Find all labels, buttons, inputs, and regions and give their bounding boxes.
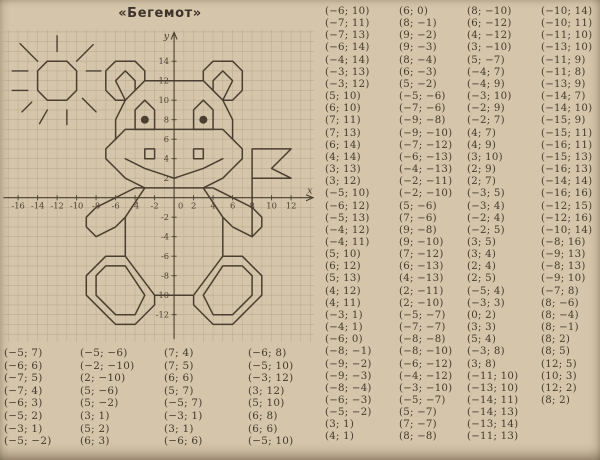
- coordinate-pair: (3; 12): [325, 176, 361, 188]
- sun-ray: [20, 44, 38, 62]
- sun-ray: [40, 110, 48, 124]
- coordinate-pair: (−8; 16): [541, 236, 586, 248]
- coordinate-pair: (9; −2): [399, 30, 437, 42]
- right-coord-column-2: [396, 6, 464, 444]
- coordinate-pair: (−5; −7): [399, 309, 446, 321]
- coordinate-pair: (−10; 11): [541, 18, 593, 30]
- coordinate-pair: (3; 12): [248, 384, 285, 397]
- coordinate-pair: (−14; 14): [541, 176, 593, 188]
- coordinate-pair: (3; 10): [467, 151, 503, 163]
- coordinate-pair: (−3; 3): [467, 297, 505, 309]
- x-tick-label: -2: [150, 200, 159, 211]
- coordinate-pair: (−6; 8): [248, 347, 287, 359]
- x-tick-label: 10: [266, 200, 277, 211]
- coordinate-pair: (8; −1): [399, 18, 437, 30]
- coordinate-pair: (8; −6): [541, 297, 579, 309]
- coordinate-pair: (−13; 10): [541, 42, 593, 54]
- coordinate-pair: (5; −2): [399, 78, 437, 90]
- coordinate-pair: (3; 1): [80, 409, 110, 422]
- coordinate-pair: (−8; 13): [541, 261, 586, 273]
- bottom-coord-column-4: [245, 347, 321, 448]
- y-axis-letter: y: [163, 30, 170, 42]
- coordinate-pair: (−9; −8): [399, 115, 446, 127]
- coordinate-pair: (2; −10): [80, 372, 126, 385]
- x-tick-label: -14: [30, 200, 45, 211]
- coordinate-pair: (−2; 9): [467, 103, 505, 115]
- coordinate-pair: (−11; 10): [541, 30, 593, 42]
- coordinate-pair: (3; 8): [467, 358, 497, 370]
- coordinate-pair: (3; 5): [467, 236, 497, 248]
- x-axis-letter: x: [307, 185, 313, 197]
- coordinate-pair: (4; −13): [399, 273, 444, 285]
- coordinate-pair: (−4; 11): [325, 236, 370, 248]
- coordinate-pair: (−6; 6): [164, 435, 203, 448]
- coordinate-pair: (−3; 5): [467, 188, 505, 200]
- coordinate-pair: (−7; 11): [325, 18, 370, 30]
- coordinate-pair: (5; 7): [164, 384, 194, 397]
- coordinate-pair: (8; 5): [541, 346, 571, 358]
- coordinate-pair: (4; 1): [325, 431, 355, 443]
- coordinate-pair: (−6; 3): [4, 397, 43, 410]
- coordinate-pair: (−3; 12): [248, 372, 294, 385]
- coordinate-pair: (5; 10): [325, 91, 361, 103]
- coordinate-pair: (7; −7): [399, 419, 437, 431]
- coordinate-pair: (8; −10): [467, 6, 512, 17]
- right-nostril: [194, 149, 204, 159]
- coordinate-pair: (−8; −4): [325, 382, 372, 394]
- coordinate-pair: (−5; 2): [4, 409, 43, 422]
- y-tick-label: -10: [155, 290, 170, 301]
- coordinate-pair: (7; −12): [399, 249, 444, 261]
- coordinate-pair: (7; 13): [325, 127, 361, 139]
- y-tick-label: -12: [155, 309, 170, 320]
- coordinate-pair: (−12; 15): [541, 200, 593, 212]
- coordinate-pair: (6; 0): [399, 6, 429, 17]
- coordinate-pair: (−15; 11): [541, 127, 593, 139]
- coordinate-pair: (−3; 13): [325, 66, 370, 78]
- coordinate-pair: (−15; 9): [541, 115, 586, 127]
- coordinate-pair: (7; 4): [164, 347, 194, 359]
- coordinate-pair: (−7; 4): [4, 384, 43, 397]
- coordinate-pair: (6; 6): [164, 372, 194, 385]
- coordinate-pair: (−5; −7): [399, 395, 446, 406]
- coordinate-pair: (4; 7): [467, 127, 497, 139]
- coordinate-pair: (−5; 7): [4, 347, 43, 359]
- coordinate-pair: (−7; −12): [399, 139, 453, 151]
- coordinate-pair: (8; −4): [399, 54, 437, 66]
- y-tick-label: -2: [160, 212, 170, 223]
- coordinate-pair: (6; −12): [467, 18, 512, 30]
- coordinate-pair: (−2; 4): [467, 212, 505, 224]
- coordinate-pair: (−5; −6): [399, 91, 446, 103]
- coordinate-pair: (−5; 10): [248, 435, 294, 448]
- x-tick-label: -16: [11, 200, 25, 211]
- coordinate-pair: (9; −8): [399, 224, 437, 236]
- coordinate-pair: (−3; 10): [467, 91, 512, 103]
- coordinate-pair: (−6; 6): [4, 359, 43, 372]
- x-tick-label: -6: [111, 200, 120, 211]
- coordinate-pair: (−9; −2): [325, 358, 372, 370]
- coordinate-grid-figure: [2, 30, 314, 342]
- origin-label: 0: [177, 200, 184, 211]
- right-coord-column-4: [538, 6, 598, 444]
- coordinate-pair: (6; 14): [325, 139, 361, 151]
- coordinate-pair: (−3; 1): [325, 309, 363, 321]
- coordinate-pair: (2; −10): [399, 297, 444, 309]
- page-title: «Бегемот»: [118, 6, 202, 21]
- coordinate-pair: (3; 13): [325, 164, 361, 176]
- coordinate-pair: (6; 12): [325, 261, 361, 273]
- coordinate-pair: (5; −2): [80, 397, 119, 410]
- coordinate-pair: (4; −12): [467, 30, 512, 42]
- pupil-dot: [199, 116, 207, 124]
- right-coord-column-1: [322, 6, 396, 444]
- coordinate-pair: (−5; −2): [325, 407, 372, 419]
- coordinate-pair: (−6; 10): [325, 6, 370, 17]
- bottom-coord-column-1: [1, 347, 77, 448]
- y-tick-label: 8: [163, 114, 170, 125]
- coordinate-pair: (5; 10): [248, 397, 285, 410]
- coordinate-pair: (4; 9): [467, 139, 497, 151]
- y-tick-label: -4: [160, 231, 170, 242]
- coordinate-pair: (−2; −10): [399, 188, 453, 200]
- left-nostril: [145, 149, 155, 159]
- coordinate-pair: (−2; −10): [80, 359, 135, 372]
- coordinate-pair: (6; −13): [399, 261, 444, 273]
- coordinate-pair: (−14; 10): [541, 103, 593, 115]
- coordinate-pair: (2; −11): [399, 285, 444, 297]
- coordinate-pair: (−16; 11): [541, 139, 593, 151]
- coordinate-pair: (6; 6): [248, 422, 278, 435]
- coordinate-pair: (−3; 12): [325, 78, 370, 90]
- coordinate-pair: (5; 13): [325, 273, 361, 285]
- coordinate-pair: (−3; 8): [467, 346, 505, 358]
- coordinate-pair: (−5; 13): [325, 212, 370, 224]
- coordinate-pair: (−4; 7): [467, 66, 505, 78]
- coordinate-pair: (−7; −7): [399, 322, 446, 334]
- coordinate-pair: (5; 10): [325, 249, 361, 261]
- coordinate-pair: (−4; 14): [325, 54, 370, 66]
- coordinate-pair: (−7; 8): [541, 285, 579, 297]
- coordinate-pair: (8; −8): [399, 431, 437, 443]
- coordinate-pair: (8; −4): [541, 309, 579, 321]
- coordinate-pair: (3; 1): [164, 422, 194, 435]
- coordinate-pair: (−10; 14): [541, 224, 593, 236]
- coordinate-pair: (−7; 5): [4, 372, 43, 385]
- coordinate-pair: (−2; 5): [467, 224, 505, 236]
- coordinate-pair: (−4; −13): [399, 164, 453, 176]
- coordinate-pair: (−2; −11): [399, 176, 453, 188]
- x-tick-label: 8: [249, 200, 255, 211]
- coordinate-pair: (−7; −6): [399, 103, 446, 115]
- coordinate-pair: (−5; 4): [467, 285, 505, 297]
- coordinate-pair: (2; 5): [467, 273, 497, 285]
- bottom-coord-column-3: [161, 347, 245, 448]
- coordinate-pair: (6; −3): [399, 66, 437, 78]
- coordinate-pair: (−9; 10): [541, 273, 586, 285]
- coordinate-pair: (−3; 4): [467, 200, 505, 212]
- x-tick-label: -10: [69, 200, 84, 211]
- coordinate-pair: (7; 5): [164, 359, 194, 372]
- y-tick-label: 6: [163, 134, 170, 145]
- coordinate-pair: (−6; 14): [325, 42, 370, 54]
- coordinate-pair: (−9; −10): [399, 127, 453, 139]
- coordinate-pair: (12; 2): [541, 382, 577, 394]
- coordinate-pair: (−5; −6): [80, 347, 128, 359]
- coordinate-pair: (−3; −10): [399, 382, 453, 394]
- bottom-coordinate-block: [1, 347, 321, 448]
- right-coordinate-block: [322, 6, 600, 444]
- coordinate-pair: (−12; 16): [541, 212, 593, 224]
- coordinate-pair: (5; 2): [80, 422, 110, 435]
- coordinate-pair: (0; 2): [467, 309, 497, 321]
- coordinate-pair: (−8; −10): [399, 346, 453, 358]
- coordinate-pair: (4; 11): [325, 297, 361, 309]
- coordinate-pair: (2; 7): [467, 176, 497, 188]
- coordinate-pair: (−14; 13): [467, 407, 519, 419]
- coordinate-pair: (6; 3): [80, 435, 110, 448]
- y-tick-label: 4: [163, 153, 170, 164]
- coordinate-pair: (−6; −12): [399, 358, 453, 370]
- coordinate-pair: (−7; 13): [325, 30, 370, 42]
- y-tick-label: -6: [160, 251, 170, 262]
- coordinate-pair: (−10; 14): [541, 6, 593, 17]
- coordinate-pair: (−14; 11): [467, 395, 519, 406]
- coordinate-pair: (−14; 7): [541, 91, 586, 103]
- x-tick-label: 4: [210, 200, 216, 211]
- coordinate-pair: (−4; 1): [325, 322, 363, 334]
- coordinate-pair: (3; −10): [467, 42, 512, 54]
- pupil-dot: [141, 116, 149, 124]
- coordinate-pair: (−11; 9): [541, 54, 586, 66]
- coordinate-pair: (6; 10): [325, 103, 361, 115]
- coordinate-pair: (5; −7): [467, 54, 505, 66]
- coordinate-pair: (−3; 1): [164, 409, 203, 422]
- coordinate-pair: (−6; 12): [325, 200, 370, 212]
- coordinate-pair: (−6; −3): [325, 395, 372, 406]
- coordinate-pair: (−4; 9): [467, 78, 505, 90]
- coordinate-pair: (8; 2): [541, 395, 571, 406]
- coordinate-pair: (−16; 16): [541, 188, 593, 200]
- coordinate-pair: (5; −6): [80, 384, 119, 397]
- bottom-coord-column-2: [77, 347, 161, 448]
- coordinate-pair: (9; −10): [399, 236, 444, 248]
- coordinate-pair: (−8; −1): [325, 346, 372, 358]
- y-tick-label: 2: [163, 173, 170, 184]
- coordinate-pair: (−15; 13): [541, 151, 593, 163]
- coordinate-pair: (−13; 10): [467, 382, 519, 394]
- coordinate-pair: (9; −3): [399, 42, 437, 54]
- y-tick-label: -8: [160, 270, 170, 281]
- coordinate-pair: (−6; 0): [325, 334, 363, 346]
- coordinate-pair: (−8; −8): [399, 334, 446, 346]
- coordinate-pair: (−13; 14): [467, 419, 519, 431]
- coordinate-pair: (2; 4): [467, 261, 497, 273]
- x-tick-label: 6: [229, 200, 236, 211]
- coordinate-pair: (−3; 1): [4, 422, 43, 435]
- coordinate-pair: (2; 9): [467, 164, 497, 176]
- x-tick-label: -12: [50, 200, 64, 211]
- coordinate-pair: (4; 12): [325, 285, 361, 297]
- coordinate-pair: (−4; 12): [325, 224, 370, 236]
- x-tick-label: -8: [92, 200, 101, 211]
- sun-ray: [77, 45, 94, 62]
- coordinate-pair: (−13; 9): [541, 78, 586, 90]
- coordinate-pair: (−11; 8): [541, 66, 586, 78]
- y-tick-label: 10: [158, 95, 170, 106]
- coordinate-pair: (7; −6): [399, 212, 437, 224]
- coordinate-pair: (−5; −2): [4, 435, 52, 448]
- coordinate-pair: (−5; 7): [164, 397, 203, 410]
- coordinate-pair: (4; 14): [325, 151, 361, 163]
- right-coord-column-3: [464, 6, 538, 444]
- coordinate-pair: (10; 3): [541, 370, 577, 382]
- coordinate-pair: (−2; 7): [467, 115, 505, 127]
- coordinate-pair: (5; 4): [467, 334, 497, 346]
- coordinate-pair: (6; 8): [248, 409, 278, 422]
- coordinate-pair: (−9; −3): [325, 370, 372, 382]
- coordinate-pair: (−5; 10): [248, 359, 294, 372]
- coordinate-pair: (5; −7): [399, 407, 437, 419]
- coordinate-pair: (3; 1): [325, 419, 355, 431]
- x-tick-label: 2: [190, 200, 197, 211]
- coordinate-pair: (8; 2): [541, 334, 571, 346]
- sun-ray: [22, 102, 32, 112]
- y-tick-label: 12: [158, 75, 170, 86]
- coordinate-pair: (3; 4): [467, 249, 497, 261]
- coordinate-pair: (−6; −13): [399, 151, 453, 163]
- coordinate-pair: (−11; 10): [467, 370, 519, 382]
- x-tick-label: -4: [131, 200, 140, 211]
- coordinate-pair: (−9; 13): [541, 249, 586, 261]
- coordinate-pair: (−11; 13): [467, 431, 519, 443]
- coordinate-pair: (−5; 10): [325, 188, 370, 200]
- coordinate-pair: (−4; −12): [399, 370, 453, 382]
- coordinate-pair: (8; −1): [541, 322, 579, 334]
- coordinate-pair: (12; 5): [541, 358, 577, 370]
- coordinate-pair: (−16; 13): [541, 164, 593, 176]
- coordinate-pair: (5; −6): [399, 200, 437, 212]
- y-tick-label: 14: [158, 56, 170, 67]
- coordinate-pair: (7; 11): [325, 115, 361, 127]
- coordinate-pair: (3; 3): [467, 322, 497, 334]
- x-tick-label: 12: [285, 200, 297, 211]
